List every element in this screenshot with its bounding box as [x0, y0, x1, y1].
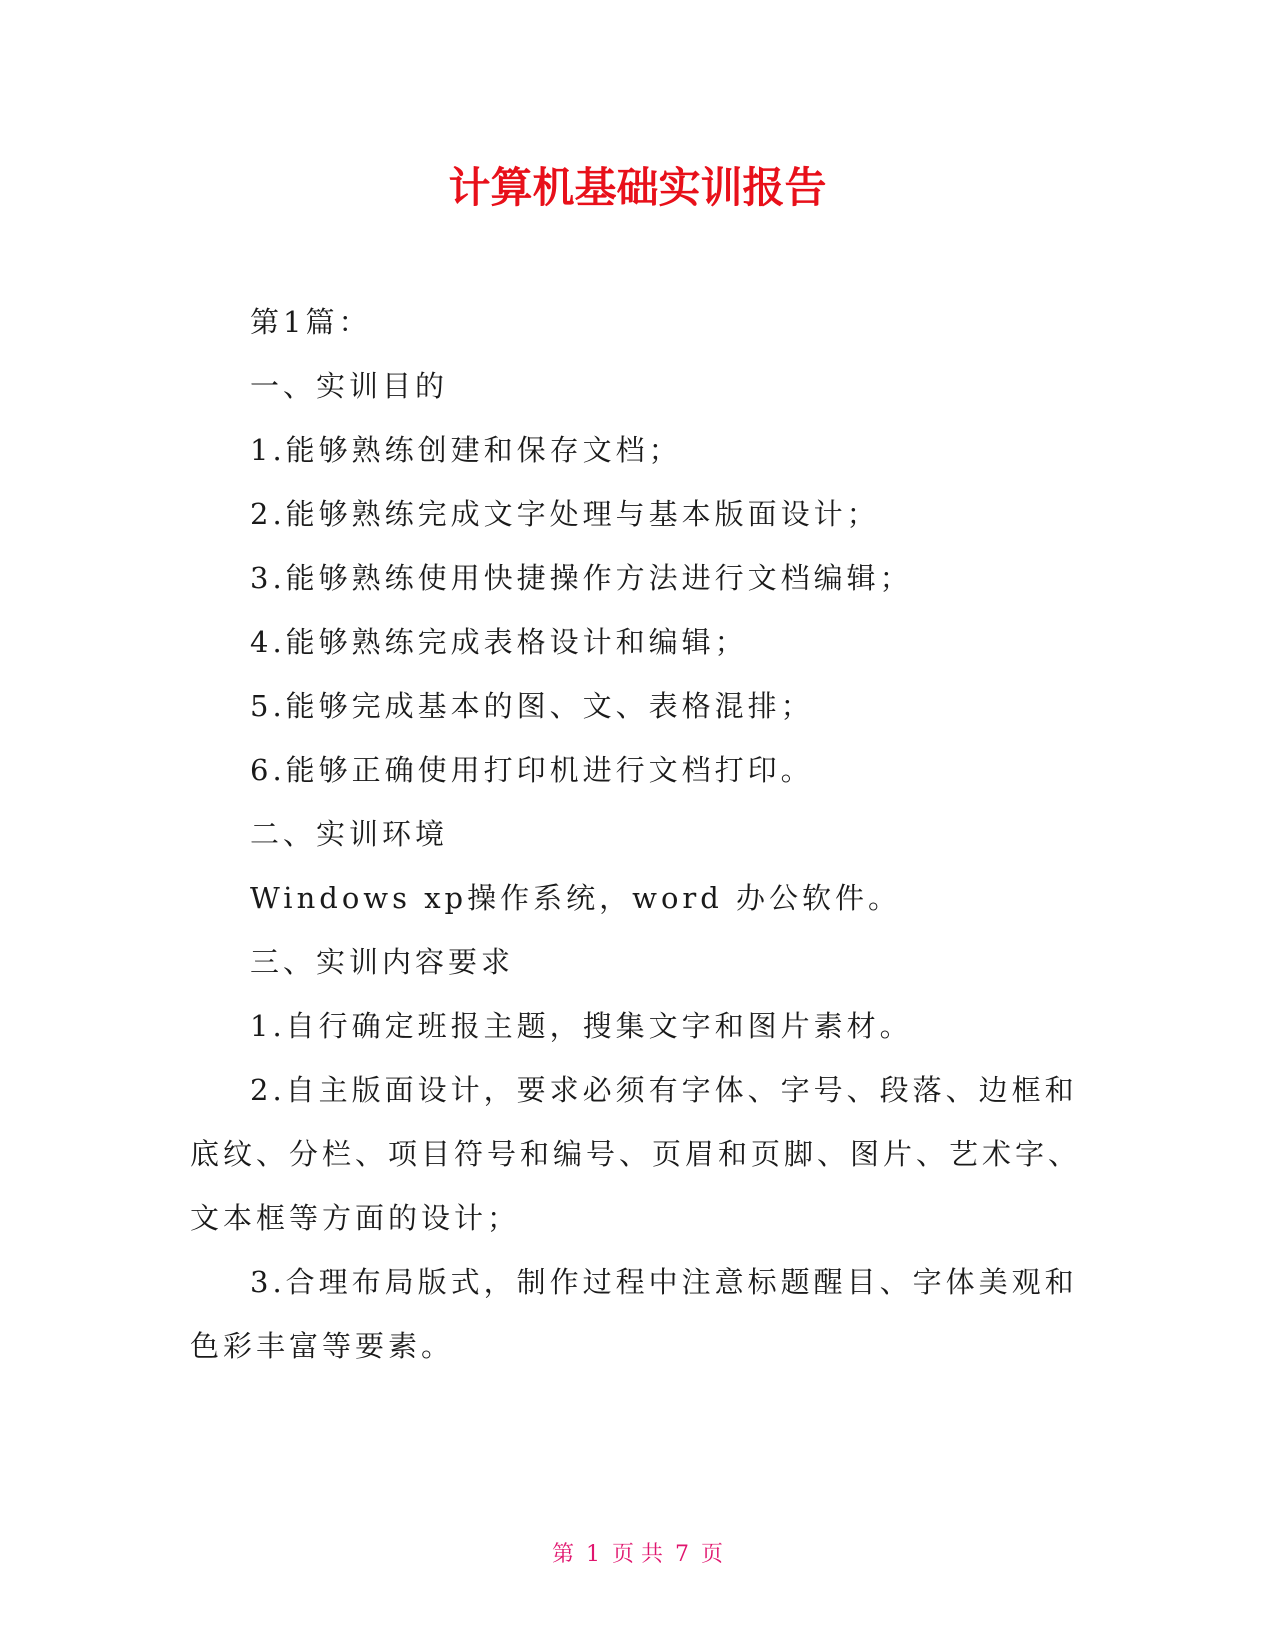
list-item: 2.自主版面设计，要求必须有字体、字号、段落、边框和底纹、分栏、项目符号和编号、页眉和页脚、图片、艺术字、文本框等方面的设计；	[190, 1073, 1082, 1235]
section-heading: 三、实训内容要求	[250, 945, 515, 979]
document-body	[190, 290, 1090, 1378]
page-footer	[0, 1540, 1275, 1570]
list-item: 4.能够熟练完成表格设计和编辑；	[250, 625, 748, 659]
section-heading: 一、实训目的	[250, 369, 449, 403]
current-page-number: 1	[586, 1542, 600, 1567]
list-item: 1.自行确定班报主题，搜集文字和图片素材。	[250, 1009, 913, 1043]
total-pages-number: 7	[675, 1542, 689, 1567]
footer-prefix: 第	[551, 1542, 574, 1567]
section-heading: 二、实训环境	[250, 817, 449, 851]
list-item: 3.合理布局版式，制作过程中注意标题醒目、字体美观和色彩丰富等要素。	[190, 1265, 1078, 1363]
footer-mid: 页 共	[612, 1542, 663, 1567]
list-item: 2.能够熟练完成文字处理与基本版面设计；	[250, 497, 880, 531]
paragraph: 第1篇：	[250, 305, 372, 339]
list-item: 5.能够完成基本的图、文、表格混排；	[250, 689, 814, 723]
list-item: 1.能够熟练创建和保存文档；	[250, 433, 682, 467]
document-title: 计算机基础实训报告	[448, 163, 827, 212]
paragraph: Windows xp操作系统，word 办公软件。	[250, 881, 902, 915]
list-item: 6.能够正确使用打印机进行文档打印。	[250, 753, 814, 787]
list-item: 3.能够熟练使用快捷操作方法进行文档编辑；	[250, 561, 913, 595]
footer-suffix: 页	[701, 1542, 724, 1567]
